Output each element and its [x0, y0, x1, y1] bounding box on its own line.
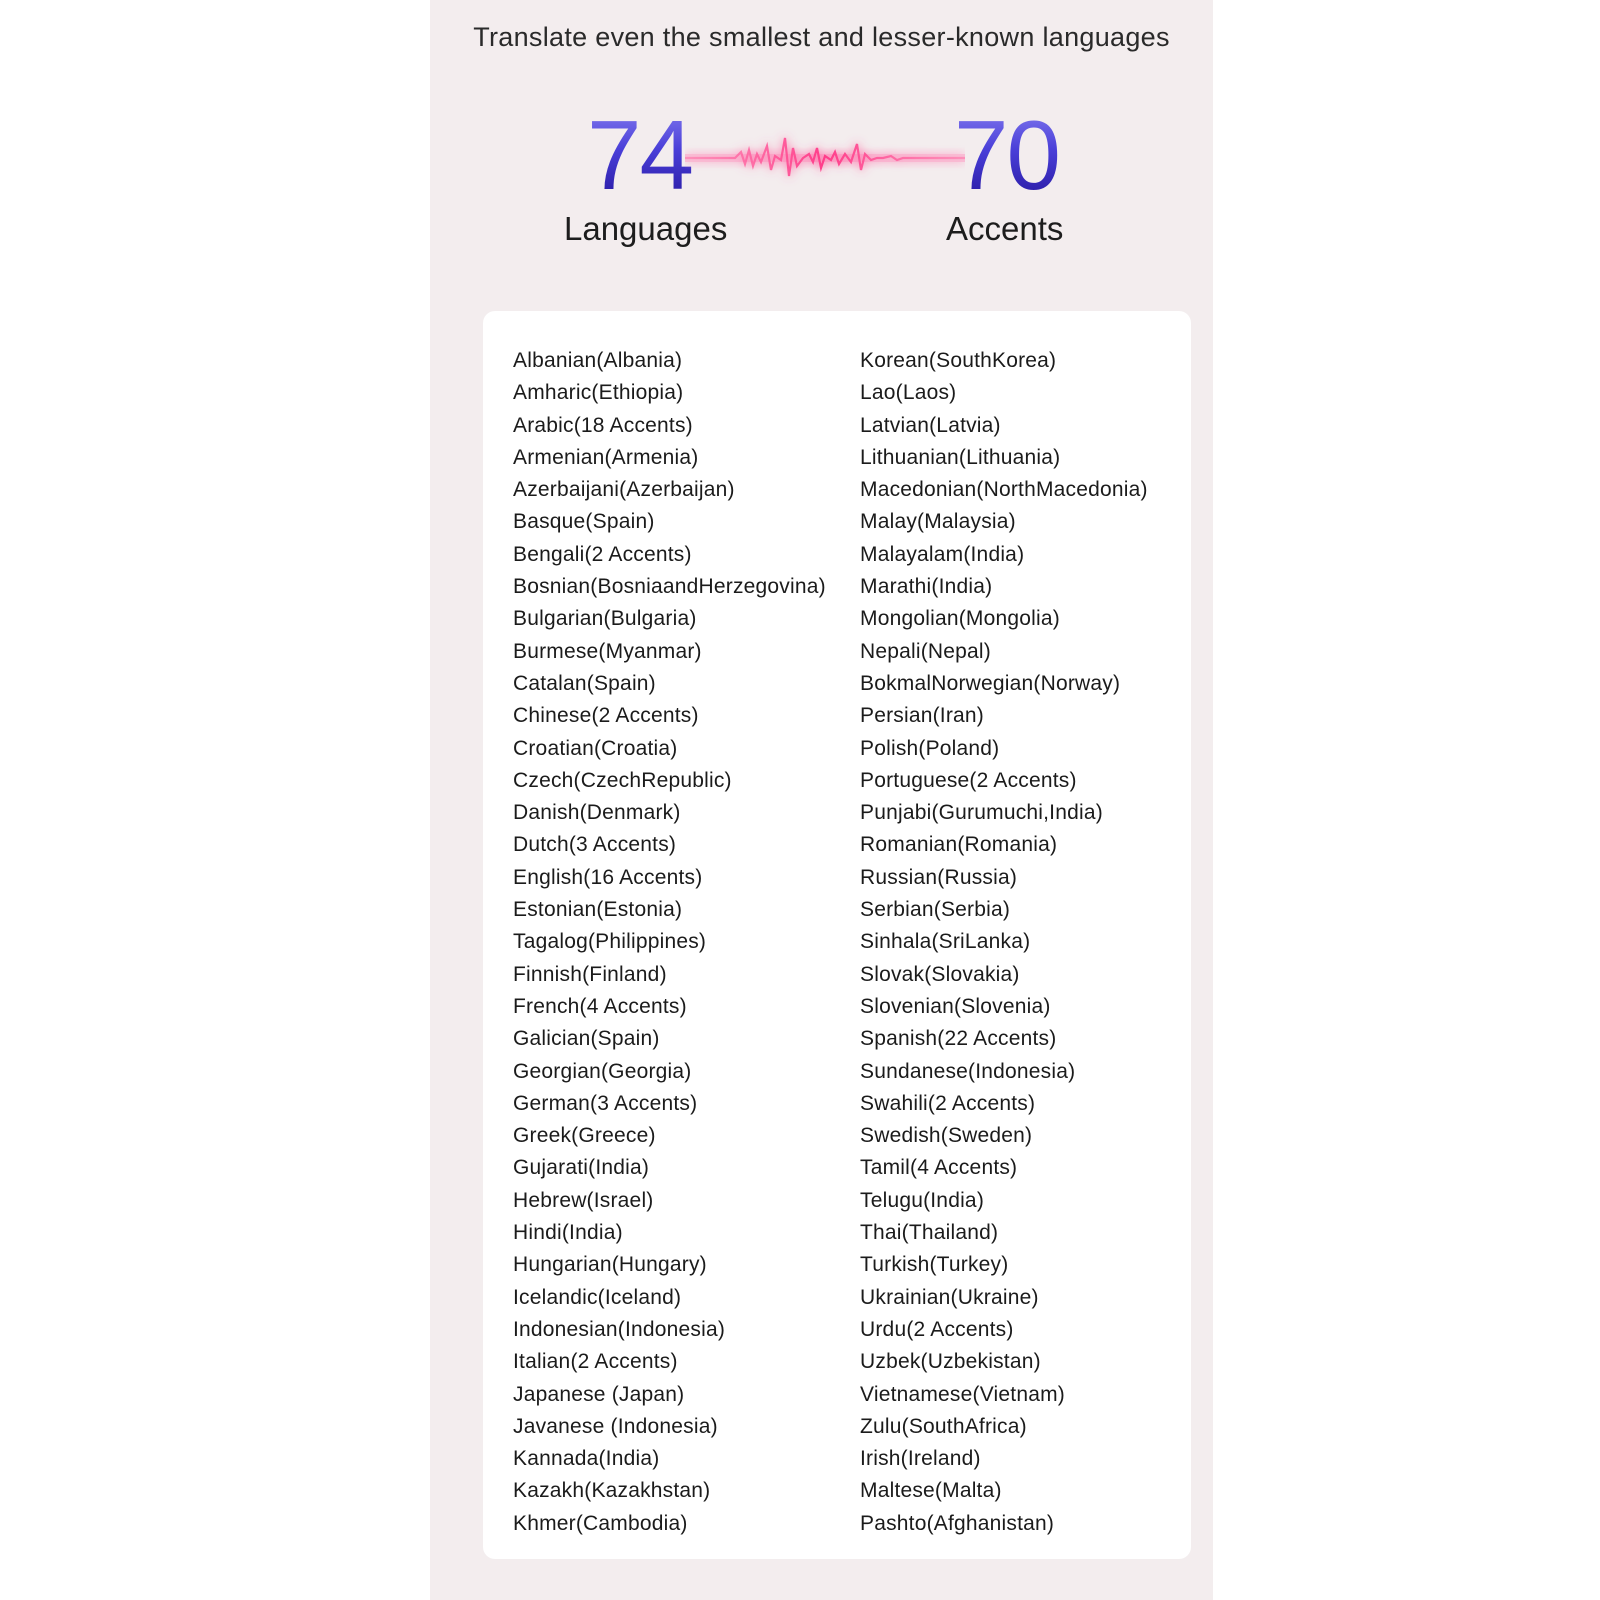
accents-label: Accents: [946, 210, 1064, 247]
list-item: Urdu(2 Accents): [860, 1317, 1014, 1341]
list-item: English(16 Accents): [513, 865, 703, 889]
list-item: Uzbek(Uzbekistan): [860, 1350, 1041, 1374]
list-item: Basque(Spain): [513, 510, 655, 534]
list-item: Vietnamese(Vietnam): [860, 1382, 1065, 1406]
sound-wave-icon: [685, 118, 965, 198]
list-item: Sinhala(SriLanka): [860, 930, 1031, 954]
list-item: Pashto(Afghanistan): [860, 1511, 1055, 1535]
list-item: Slovenian(Slovenia): [860, 994, 1051, 1018]
list-item: Lao(Laos): [860, 381, 957, 405]
accents-count: 70: [954, 100, 1060, 210]
list-item: German(3 Accents): [513, 1091, 698, 1115]
list-item: Burmese(Myanmar): [513, 639, 702, 663]
list-item: Portuguese(2 Accents): [860, 768, 1077, 792]
list-item: Lithuanian(Lithuania): [860, 445, 1061, 469]
list-item: Malay(Malaysia): [860, 510, 1016, 534]
list-item: Swedish(Sweden): [860, 1124, 1033, 1148]
list-item: Albanian(Albania): [513, 349, 683, 372]
list-item: Marathi(India): [860, 575, 993, 599]
list-item: Georgian(Georgia): [513, 1059, 692, 1083]
languages-label: Languages: [564, 210, 728, 247]
list-item: BokmalNorwegian(Norway): [860, 671, 1121, 695]
list-item: Sundanese(Indonesia): [860, 1059, 1076, 1083]
list-item: Slovak(Slovakia): [860, 962, 1020, 986]
list-item: Japanese (Japan): [513, 1382, 685, 1406]
list-item: Telugu(India): [860, 1188, 985, 1212]
list-item: French(4 Accents): [513, 994, 687, 1018]
list-item: Kannada(India): [513, 1447, 660, 1471]
list-item: Hindi(India): [513, 1221, 623, 1245]
list-item: Gujarati(India): [513, 1156, 650, 1180]
list-item: Serbian(Serbia): [860, 898, 1011, 922]
list-item: Turkish(Turkey): [860, 1253, 1009, 1277]
list-item: Javanese (Indonesia): [513, 1414, 718, 1438]
list-item: Macedonian(NorthMacedonia): [860, 478, 1148, 502]
list-item: Estonian(Estonia): [513, 898, 683, 922]
list-item: Amharic(Ethiopia): [513, 381, 684, 405]
list-item: Swahili(2 Accents): [860, 1091, 1036, 1115]
list-item: Thai(Thailand): [860, 1221, 999, 1245]
list-item: Italian(2 Accents): [513, 1350, 678, 1374]
list-item: Tagalog(Philippines): [513, 930, 707, 954]
list-item: Russian(Russia): [860, 865, 1018, 889]
language-list-left: [513, 345, 826, 1540]
list-item: Zulu(SouthAfrica): [860, 1414, 1027, 1438]
list-item: Mongolian(Mongolia): [860, 607, 1060, 631]
list-item: Icelandic(Iceland): [513, 1285, 682, 1309]
list-item: Romanian(Romania): [860, 833, 1058, 857]
list-item: Azerbaijani(Azerbaijan): [513, 478, 735, 502]
list-item: Korean(SouthKorea): [860, 349, 1057, 372]
headline: Translate even the smallest and lesser-known languages: [473, 22, 1170, 52]
list-item: Punjabi(Gurumuchi,India): [860, 801, 1103, 825]
list-item: Nepali(Nepal): [860, 639, 991, 663]
list-item: Chinese(2 Accents): [513, 704, 699, 728]
list-item: Hungarian(Hungary): [513, 1253, 707, 1277]
list-item: Persian(Iran): [860, 704, 984, 728]
list-item: Kazakh(Kazakhstan): [513, 1479, 711, 1503]
list-item: Croatian(Croatia): [513, 736, 678, 760]
list-item: Irish(Ireland): [860, 1447, 981, 1471]
list-item: Czech(CzechRepublic): [513, 768, 732, 792]
list-item: Danish(Denmark): [513, 801, 681, 825]
list-item: Maltese(Malta): [860, 1479, 1002, 1503]
list-item: Dutch(3 Accents): [513, 833, 677, 857]
list-item: Arabic(18 Accents): [513, 413, 693, 437]
list-item: Greek(Greece): [513, 1124, 656, 1148]
list-item: Bosnian(BosniaandHerzegovina): [513, 575, 826, 599]
list-item: Armenian(Armenia): [513, 445, 699, 469]
list-item: Catalan(Spain): [513, 671, 656, 695]
list-item: Bulgarian(Bulgaria): [513, 607, 697, 631]
list-item: Khmer(Cambodia): [513, 1511, 688, 1535]
list-item: Latvian(Latvia): [860, 413, 1001, 437]
list-item: Ukrainian(Ukraine): [860, 1285, 1039, 1309]
list-item: Bengali(2 Accents): [513, 542, 692, 566]
list-item: Polish(Poland): [860, 736, 1000, 760]
list-item: Hebrew(Israel): [513, 1188, 654, 1212]
list-item: Spanish(22 Accents): [860, 1027, 1057, 1051]
list-item: Indonesian(Indonesia): [513, 1317, 726, 1341]
list-item: Finnish(Finland): [513, 962, 667, 986]
list-item: Tamil(4 Accents): [860, 1156, 1018, 1180]
list-item: Galician(Spain): [513, 1027, 660, 1051]
list-item: Malayalam(India): [860, 542, 1025, 566]
language-list-card: [483, 311, 1191, 1559]
languages-count: 74: [587, 100, 693, 210]
language-list-right: [860, 345, 1148, 1540]
